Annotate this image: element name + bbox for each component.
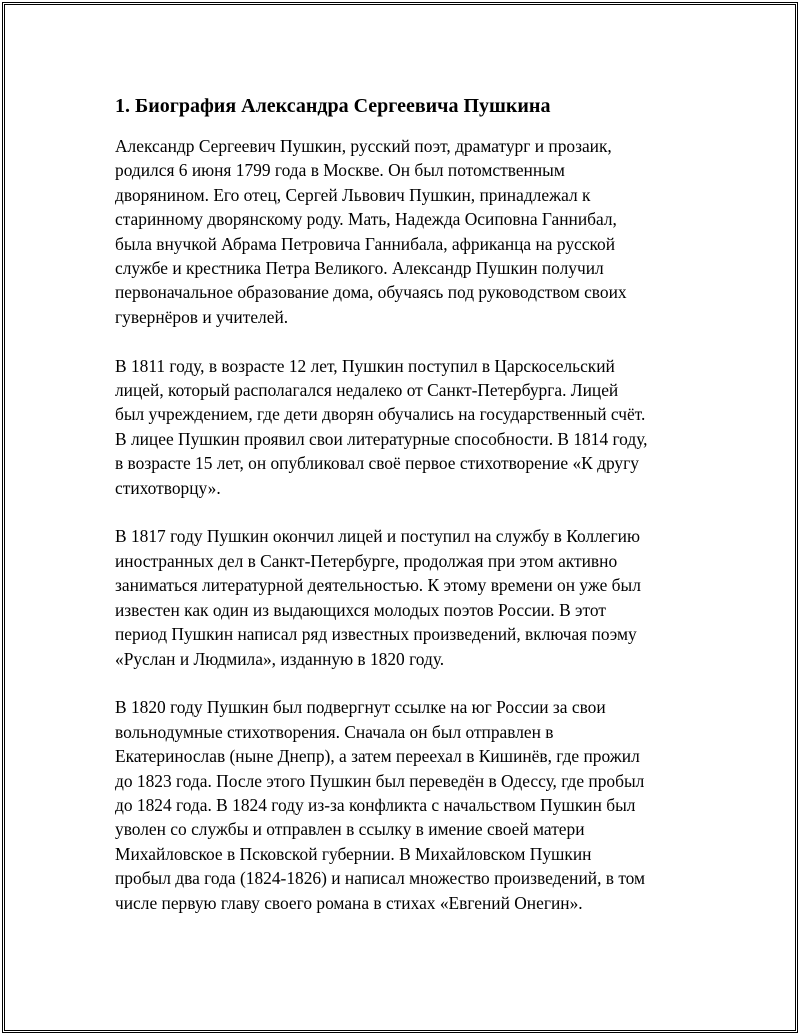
paragraph-line: дворянином. Его отец, Сергей Львович Пушкин, принадлежал к — [115, 184, 591, 205]
paragraph-line: Александр Сергеевич Пушкин, русский поэт, драматург и прозаик, — [115, 136, 612, 156]
paragraph-line: Михайловское в Псковской губернии. В Михайловском Пушкин — [115, 843, 592, 864]
paragraph-line: Екатеринослав (ныне Днепр), а затем переехал в Кишинёв, где прожил — [115, 746, 640, 767]
paragraph-line: гувернёров и учителей. — [115, 306, 289, 327]
paragraph-3 — [115, 524, 695, 670]
paragraph-line: В 1811 году, в возрасте 12 лет, Пушкин поступил в Царскосельский — [115, 355, 615, 376]
document-heading: 1. Биография Александра Сергеевича Пушкина — [115, 95, 551, 117]
paragraph-line: известен как один из выдающихся молодых поэтов России. В этот — [115, 599, 606, 620]
paragraph-line: в возрасте 15 лет, он опубликовал своё первое стихотворение «К другу — [115, 453, 639, 474]
paragraph-line: вольнодумные стихотворения. Сначала он был отправлен в — [115, 721, 554, 742]
paragraph-line: старинному дворянскому роду. Мать, Надежда Осиповна Ганнибал, — [115, 209, 617, 230]
paragraph-line: лицей, который располагался недалеко от Санкт-Петербурга. Лицей — [115, 380, 619, 401]
paragraph-4 — [115, 695, 695, 915]
paragraph-line: стихотворцу». — [115, 477, 221, 498]
paragraph-line: период Пушкин написал ряд известных произведений, включая поэму — [115, 624, 637, 645]
paragraph-line: «Руслан и Людмила», изданную в 1820 году. — [115, 648, 445, 669]
paragraph-line: уволен со службы и отправлен в ссылку в имение своей матери — [115, 819, 585, 840]
paragraph-line: числе первую главу своего романа в стихах «Евгений Онегин». — [115, 892, 583, 913]
paragraph-line: до 1823 года. После этого Пушкин был переведён в Одессу, где пробыл — [115, 770, 645, 791]
paragraph-1 — [115, 134, 695, 329]
paragraph-line: В 1817 году Пушкин окончил лицей и поступил на службу в Коллегию — [115, 526, 640, 547]
paragraph-line: службе и крестника Петра Великого. Александр Пушкин получил — [115, 258, 604, 279]
paragraph-line: иностранных дел в Санкт-Петербурге, продолжая при этом активно — [115, 550, 618, 571]
paragraph-line: родился 6 июня 1799 года в Москве. Он был потомственным — [115, 160, 565, 181]
paragraph-line: был учреждением, где дети дворян обучались на государственный счёт. — [115, 404, 646, 425]
paragraph-line: до 1824 года. В 1824 году из-за конфликта с начальством Пушкин был — [115, 794, 636, 815]
paragraph-line: В 1820 году Пушкин был подвергнут ссылке на юг России за свои — [115, 697, 606, 718]
paragraph-line: была внучкой Абрама Петровича Ганнибала, африканца на русской — [115, 233, 616, 254]
paragraph-line: пробыл два года (1824-1826) и написал множество произведений, в том — [115, 868, 646, 889]
paragraph-line: заниматься литературной деятельностью. К этому времени он уже был — [115, 575, 641, 596]
paragraph-2 — [115, 354, 695, 500]
document-body — [115, 92, 695, 939]
paragraph-line: В лицее Пушкин проявил свои литературные способности. В 1814 году, — [115, 428, 648, 449]
paragraph-line: первоначальное образование дома, обучаясь под руководством своих — [115, 282, 627, 303]
